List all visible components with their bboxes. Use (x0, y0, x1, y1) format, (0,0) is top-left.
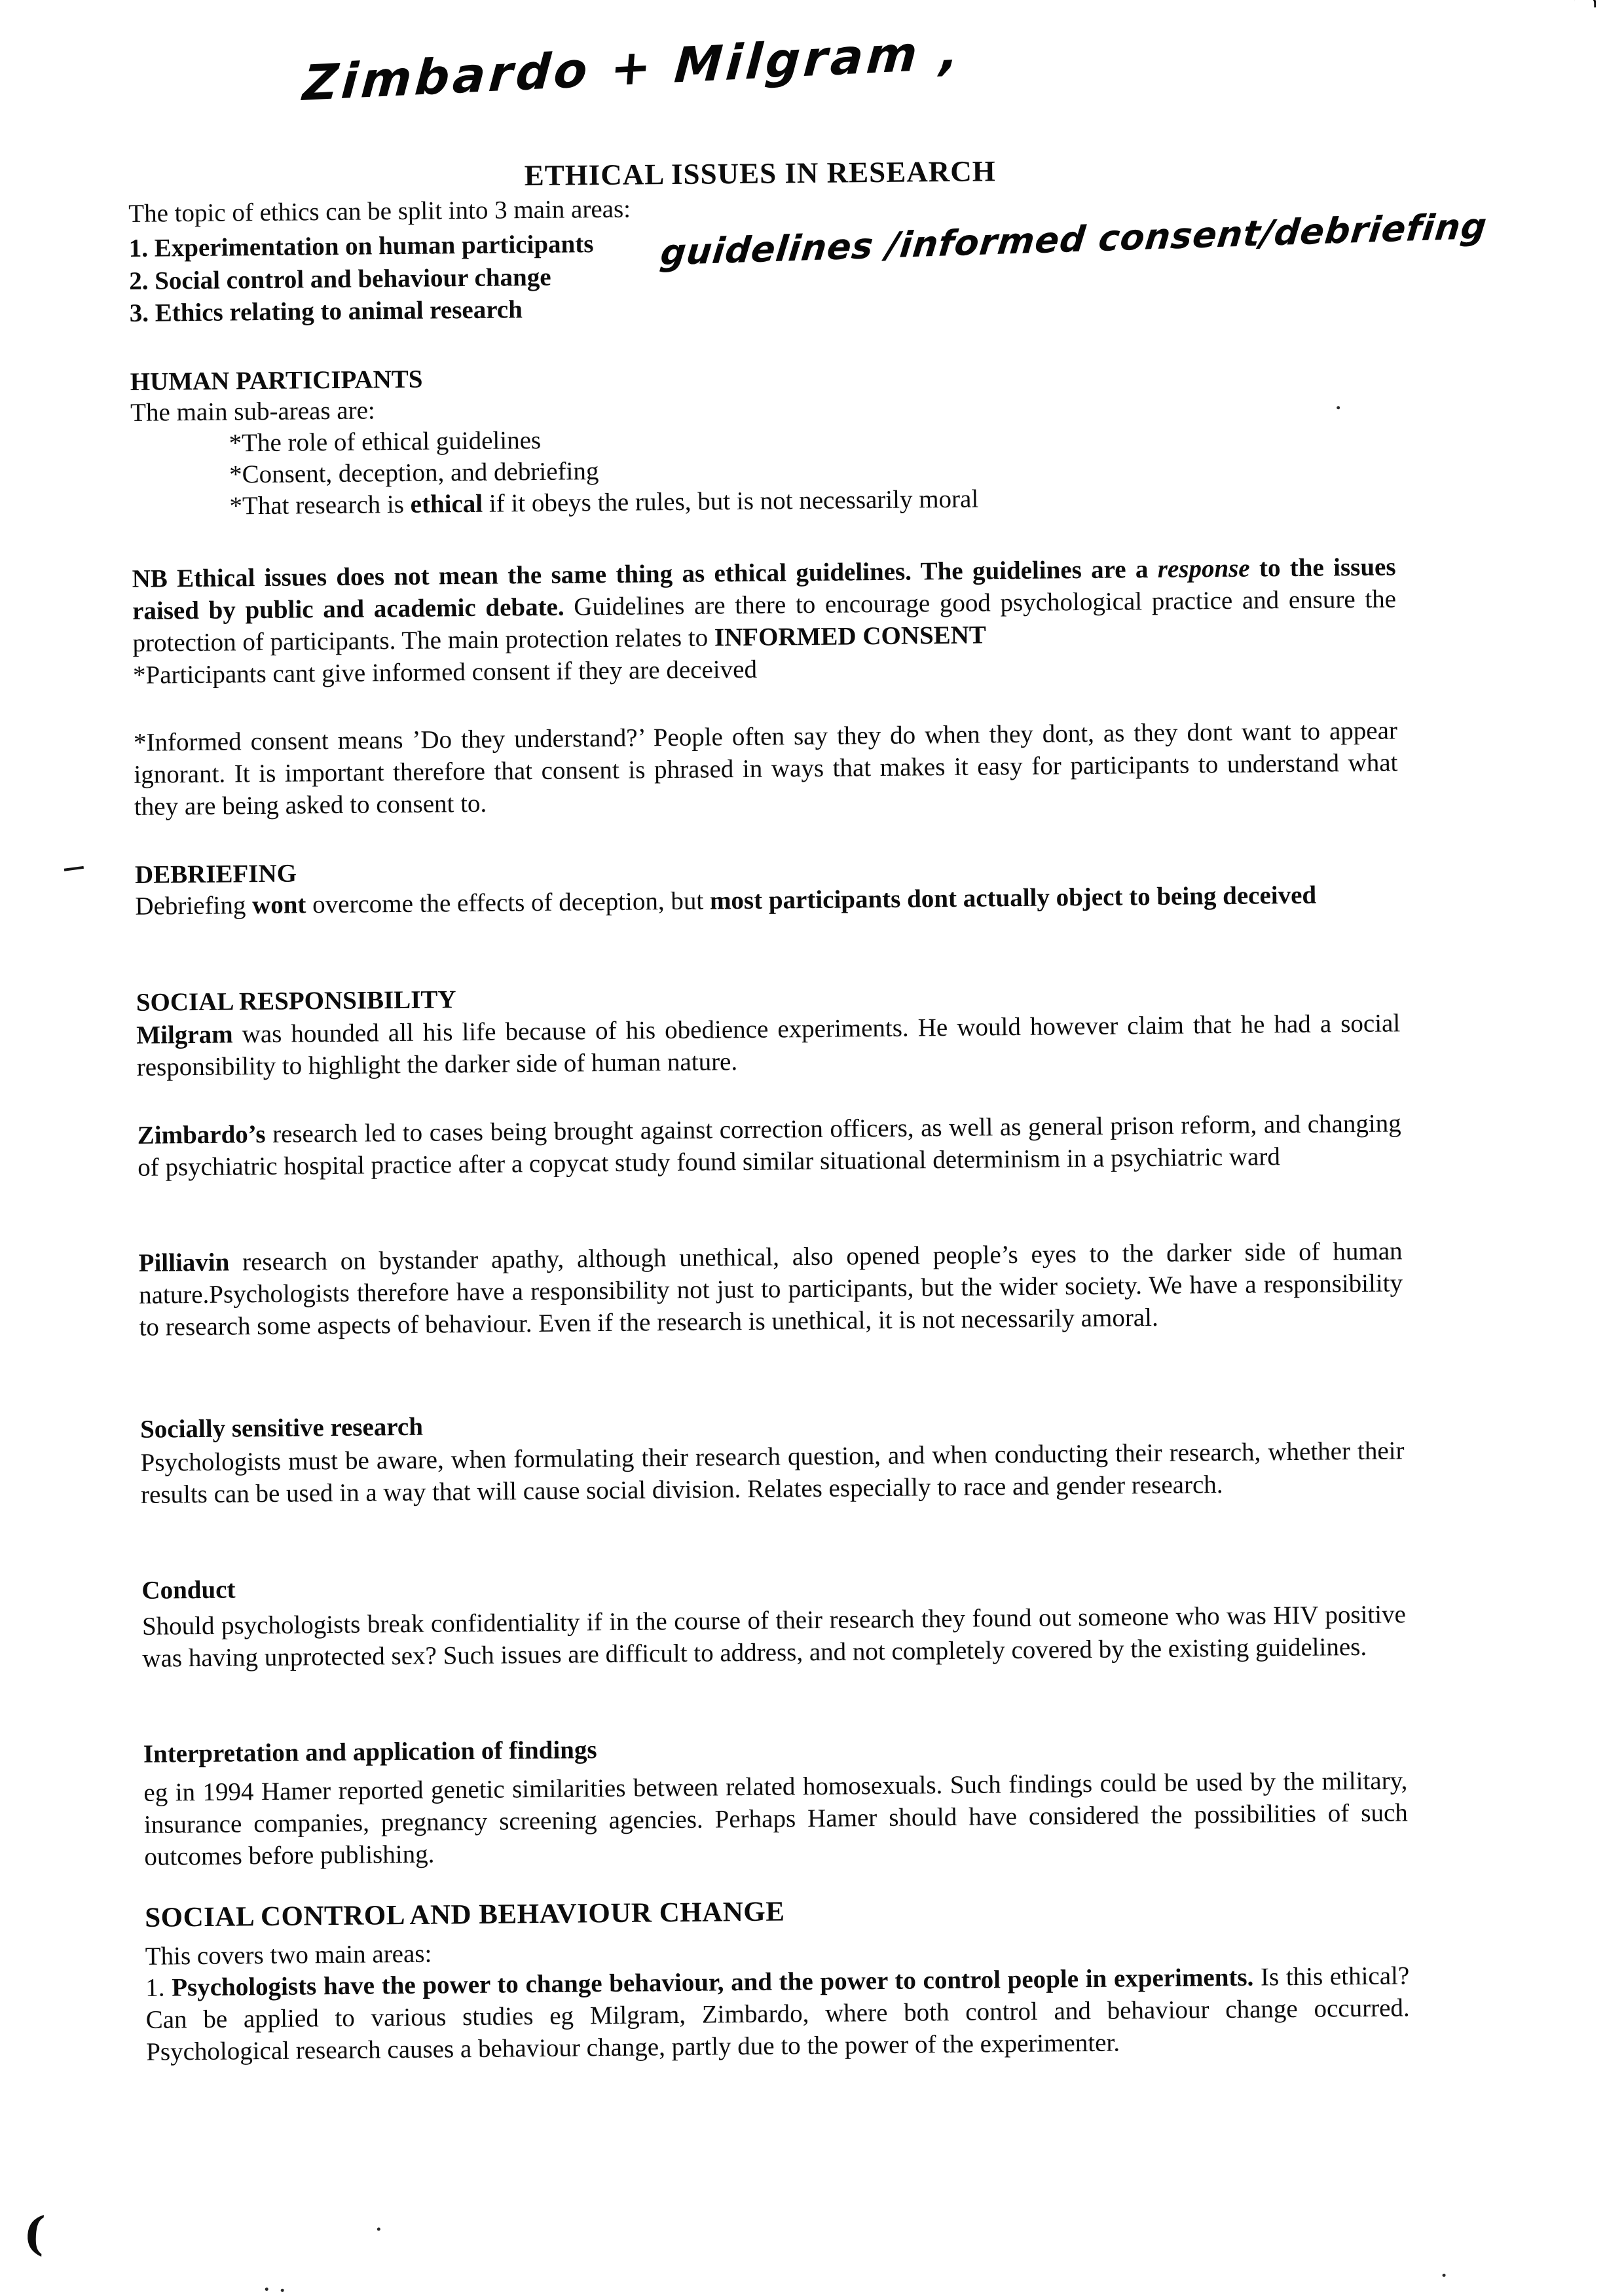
pilliavin-paragraph (138, 1235, 1403, 1343)
debriefing-bold-object: most participants dont actually object to being deceived (709, 881, 1317, 915)
corner-scan-mark (1574, 0, 1596, 8)
bottom-left-pen-mark: ( (22, 2205, 47, 2261)
list-item-1: 1. Experimentation on human participants (128, 230, 594, 263)
nb-footnote: *Participants cant give informed consent if they are deceived (132, 655, 758, 689)
nb-bold-lead: NB Ethical issues does not mean the same thing as ethical guidelines. The guidelines are a (132, 555, 1158, 593)
sc-item-bold: Psychologists have the power to change behaviour, and the power to control people in experiments. (172, 1963, 1254, 2002)
sub-area-bullet-2: *Consent, deception, and debriefing (229, 457, 599, 489)
sub-area-bullet-1: *The role of ethical guidelines (229, 426, 542, 458)
scan-speck (265, 2287, 268, 2291)
human-participants-intro: The main sub-areas are: (130, 396, 375, 427)
debriefing-bold-wont: wont (251, 890, 306, 920)
scan-speck (377, 2227, 380, 2231)
scan-speck (1337, 406, 1340, 409)
handwritten-inline-annotation: guidelines /informed consent/debriefing (658, 205, 1490, 274)
socially-sensitive-paragraph: Psychologists must be aware, when formulating their research question, and when conducting their research, whether their results can be used in a way that will cause social division. Relates especially to race and gender research. (140, 1436, 1405, 1509)
pilliavin-bold: Pilliavin (138, 1248, 230, 1277)
milgram-text: was hounded all his life because of his obedience experiments. He would however claim that he had a social responsibility to highlight the darker side of human nature. (136, 1009, 1401, 1082)
milgram-bold: Milgram (136, 1020, 233, 1049)
section-heading-social-responsibility: SOCIAL RESPONSIBILITY (136, 985, 456, 1017)
debriefing-mid: overcome the effects of deception, but (306, 886, 710, 919)
nb-note-paragraph (132, 551, 1397, 691)
page-title: ETHICAL ISSUES IN RESEARCH (524, 155, 996, 192)
zimbardo-text: research led to cases being brought against correction officers, as well as general prison reform, and changing of psychiatric hospital practice after a copycat study found similar situational determinism in a psychiatric ward (138, 1109, 1401, 1182)
zimbardo-bold: Zimbardo’s (137, 1120, 266, 1150)
pilliavin-text: research on bystander apathy, although unethical, also opened people’s eyes to the darker side of human nature.Psychologists therefore have a responsibility not just to participants, but the wider society. We have a responsibility to research some aspects of behaviour. Even if the research is unethical, it is not necessarily amoral. (138, 1237, 1403, 1341)
conduct-paragraph: Should psychologists break confidentiality if in the course of their research they found out someone who was HIV positive was having unprotected sex? Such issues are difficult to address, and not completely covered by the existing guidelines. (141, 1600, 1407, 1673)
social-control-item-1 (145, 1959, 1410, 2068)
intro-line: The topic of ethics can be split into 3 main areas: (128, 194, 631, 228)
subsection-heading-interpretation: Interpretation and application of findings (143, 1736, 597, 1768)
sc-item-text: Is this ethical? Can be applied to various studies eg Milgram, Zimbardo, where both control and behaviour change occurred. Psychological research causes a behaviour change, partly due to the power of the experimenter. (145, 1961, 1410, 2066)
subsection-heading-socially-sensitive: Socially sensitive research (139, 1412, 424, 1444)
sc-item-number: 1. (145, 1973, 172, 2002)
list-item-3: 3. Ethics relating to animal research (129, 295, 523, 327)
zimbardo-paragraph (138, 1107, 1402, 1184)
stray-pen-dash (64, 866, 84, 871)
nb-bold-italic-response: response (1157, 554, 1250, 583)
nb-normal: Guidelines are there to encourage good psychological practice and ensure the protection of participants. The main protection relates to (132, 585, 1397, 657)
nb-informed-consent: INFORMED CONSENT (714, 621, 987, 652)
section-heading-human-participants: HUMAN PARTICIPANTS (130, 365, 423, 396)
bullet3-bold: ethical (410, 489, 483, 519)
subsection-heading-conduct: Conduct (141, 1575, 236, 1605)
list-item-2: 2. Social control and behaviour change (129, 263, 551, 295)
nb-bold-tail: to the issues raised by public and academic debate. (132, 553, 1396, 625)
section-heading-social-control: SOCIAL CONTROL AND BEHAVIOUR CHANGE (145, 1896, 785, 1933)
scan-speck (281, 2289, 284, 2292)
social-control-intro: This covers two main areas: (145, 1939, 432, 1971)
scan-speck (1443, 2274, 1446, 2277)
milgram-paragraph (136, 1007, 1401, 1084)
debriefing-pre: Debriefing (135, 891, 253, 920)
bullet3-post: if it obeys the rules, but is not necessarily moral (482, 484, 979, 518)
interpretation-paragraph: eg in 1994 Hamer reported genetic similarities between related homosexuals. Such findings could be used by the military, insurance companies, pregnancy screening agencies. Perhaps Hamer should have considered the possibilities of such outcomes before publishing. (143, 1766, 1408, 1871)
handwritten-header-annotation: Zimbardo + Milgram , (301, 24, 965, 112)
informed-consent-paragraph: *Informed consent means ’Do they understand?’ People often say they do when they dont, as they dont want to appear ignorant. It is important therefore that consent is phrased in ways that makes it easy for participants to understand what they are being asked to consent to. (133, 716, 1398, 821)
bullet3-pre: *That research is (229, 490, 411, 520)
section-heading-debriefing: DEBRIEFING (134, 859, 297, 889)
